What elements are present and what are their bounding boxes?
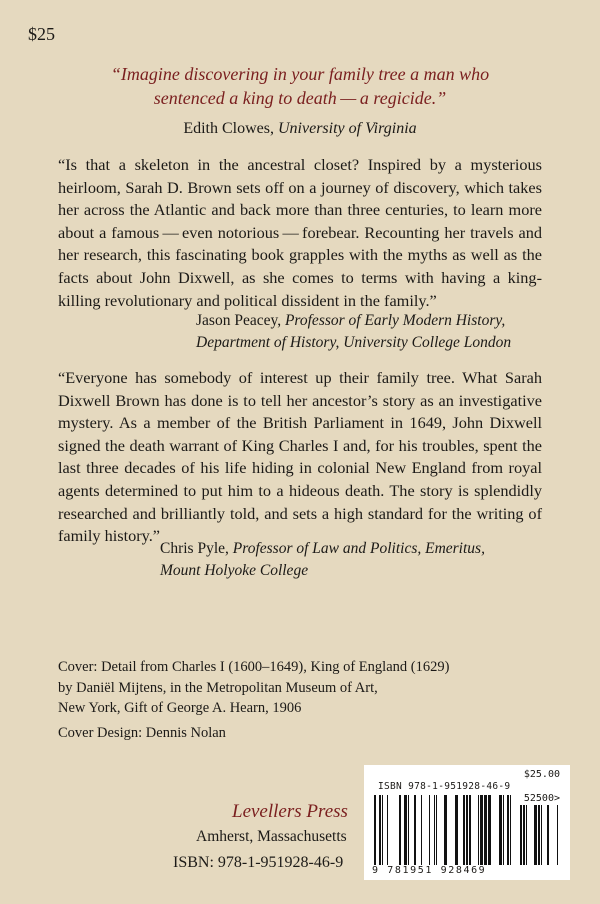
barcode-price: $25.00 (523, 769, 560, 780)
barcode-bar (434, 795, 435, 865)
barcode-bar (387, 795, 388, 865)
publisher-name: Levellers Press (232, 801, 348, 822)
cover-design-credit: Cover Design: Dennis Nolan (58, 725, 226, 741)
barcode-bar (503, 795, 504, 865)
attribution-title: Professor of Law and Politics, Emeritus, (232, 540, 485, 557)
quote-attribution (60, 120, 540, 138)
barcode-label (364, 765, 570, 880)
barcode-digits: 9 781951 928469 (372, 865, 487, 876)
barcode-bar (510, 795, 511, 865)
barcode-bar (414, 795, 416, 865)
attribution-name: Chris Pyle, (160, 540, 233, 557)
cover-credit-line: Cover: Detail from Charles I (1600–1649), King of England (1629) (58, 659, 450, 675)
barcode-bar (523, 805, 525, 865)
barcode-bar (538, 805, 540, 865)
pull-quote (60, 62, 540, 110)
barcode-bar (480, 795, 483, 865)
barcode-bar (429, 795, 430, 865)
barcode-bar (436, 795, 437, 865)
barcode-bar (469, 795, 471, 865)
isbn-text: ISBN: 978-1-951928-46-9 (173, 854, 344, 871)
barcode-bar (374, 795, 376, 865)
barcode-bar (520, 805, 522, 865)
barcode-bar (534, 805, 537, 865)
cover-credit-line: by Daniël Mijtens, in the Metropolitan Museum of Art, (58, 679, 378, 696)
attribution-name: Edith Clowes, (183, 120, 278, 137)
barcode-bar (478, 795, 479, 865)
barcode-bar (557, 805, 558, 865)
attribution-title: Professor of Early Modern History, (284, 312, 506, 329)
blurb-paragraph: “Everyone has somebody of interest up their family tree. What Sarah Dixwell Brown has done is to tell her ancestor’s story as an investigative mystery. As a member of the British Parliament in 1649, John Dixwell signed the death warrant of King Charles I and, for his troubles, spent the last three decades of his life hiding in colonial New England from royal agents determined to put him to a hideous death. The story is splendidly researched and brilliantly told, and sets a high standard for the writing of family history.” (58, 368, 542, 546)
attribution-affiliation: University of Virginia (278, 120, 417, 137)
quote-attribution (160, 538, 485, 582)
barcode-bar (408, 795, 409, 865)
barcode-bar (382, 795, 383, 865)
barcode-bar (463, 795, 465, 865)
barcode-isbn: ISBN 978-1-951928-46-9 (378, 781, 511, 792)
barcode-bar (547, 805, 549, 865)
pull-quote-line: sentenced a king to death — a regicide.” (153, 88, 447, 108)
barcode-bar (484, 795, 487, 865)
barcode-bar (421, 795, 422, 865)
barcode-bar (455, 795, 458, 865)
quote-attribution (196, 310, 511, 354)
barcode-price-code: 52500> (523, 793, 560, 804)
cover-credit-line: New York, Gift of George A. Hearn, 1906 (58, 700, 302, 716)
barcode-bar (399, 795, 401, 865)
publisher-city: Amherst, Massachusetts (196, 828, 347, 845)
pull-quote-line: “Imagine discovering in your family tree a man who (110, 64, 490, 84)
barcode-bar (379, 795, 381, 865)
cover-credit (58, 657, 449, 719)
barcode-bars (364, 765, 570, 880)
barcode-bar (444, 795, 447, 865)
blurb-paragraph: “Is that a skeleton in the ancestral closet? Inspired by a mysterious heirloom, Sarah D. Brown sets off on a journey of discovery, which takes her across the Atlantic and back more than three centuries, to learn more about a famous — even notorious — forebear. Recounting her travels and her research, this fascinating book grapples with the myths as well as the facts about John Dixwell, as she comes to terms with having a king-killing revolutionary and political dissident in the family.” (58, 155, 542, 310)
barcode-bar (488, 795, 491, 865)
barcode-bar (507, 795, 509, 865)
attribution-college: Mount Holyoke College (160, 562, 309, 579)
barcode-bar (541, 805, 542, 865)
price-label: $25 (28, 24, 55, 44)
barcode-bar (526, 805, 527, 865)
barcode-bar (466, 795, 468, 865)
barcode-bar (404, 795, 407, 865)
barcode-bar (499, 795, 502, 865)
attribution-name: Jason Peacey, (196, 312, 285, 329)
attribution-department: Department of History, University College London (196, 334, 512, 351)
